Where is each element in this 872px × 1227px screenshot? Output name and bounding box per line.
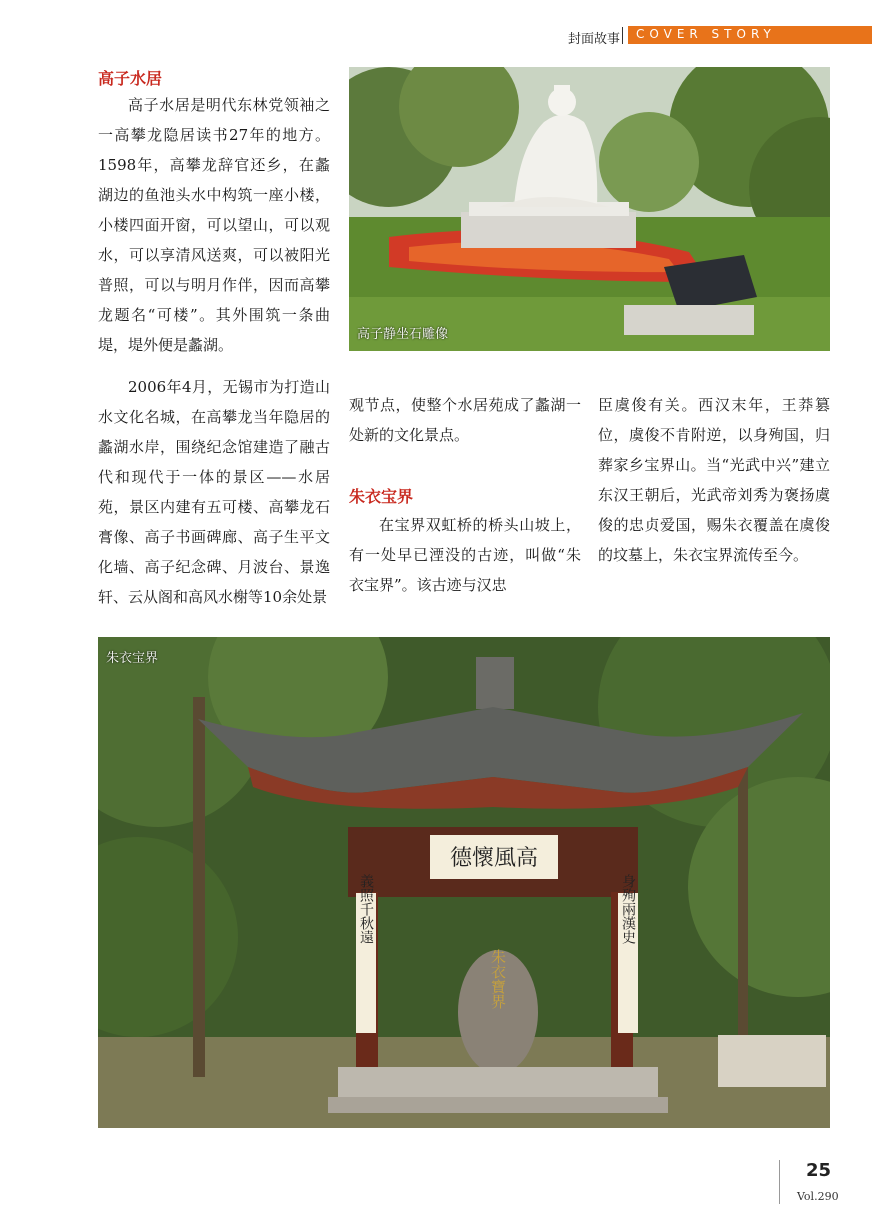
photo-pavilion <box>98 637 830 1128</box>
section-heading-gaozi: 高子水居 <box>98 69 163 88</box>
statue-illustration <box>349 67 830 351</box>
column-2-continued <box>349 510 581 612</box>
couplet-left: 義照千秋遠 <box>358 874 374 944</box>
section-heading-zhuyi: 朱衣宝界 <box>349 487 414 506</box>
photo-caption: 朱衣宝界 <box>106 651 159 666</box>
header-divider <box>622 27 623 44</box>
column-1 <box>98 90 330 624</box>
section-title: 封面故事 <box>568 32 621 47</box>
paragraph: 2006年4月，无锡市为打造山水文化名城，在高攀龙当年隐居的蠡湖水岸，围绕纪念馆建造了融古代和现代于一体的景区——水居苑，景区内建有五可楼、高攀龙石膏像、高子书画碑廊、高子生平文化墙、高子纪念碑、月波台、景逸轩、云从阁和高风水榭等10余处景 <box>98 378 330 606</box>
column-3 <box>598 390 830 582</box>
stone-inscription: 朱衣寶界 <box>489 949 507 1009</box>
page-number: 25 <box>806 1160 832 1181</box>
pavilion-illustration <box>98 637 830 1128</box>
footer-divider <box>779 1160 780 1204</box>
volume-number: Vol.290 <box>797 1190 839 1203</box>
couplet-right: 身殉兩漢史 <box>620 874 636 944</box>
photo-statue <box>349 67 830 351</box>
paragraph: 在宝界双虹桥的桥头山坡上，有一处早已湮没的古迹，叫做“朱衣宝界”。该古迹与汉忠 <box>349 516 581 594</box>
header-banner-label: COVER STORY <box>636 27 776 41</box>
paragraph: 观节点，使整个水居苑成了蠡湖一处新的文化景点。 <box>349 396 581 444</box>
column-2 <box>349 390 581 462</box>
pavilion-plaque: 德懷風高 <box>449 846 539 871</box>
paragraph: 高子水居是明代东林党领袖之一高攀龙隐居读书27年的地方。1598年，高攀龙辞官还乡，在蠡湖边的鱼池头水中构筑一座小楼，小楼四面开窗，可以望山，可以观水，可以享清风送爽，可以被阳光普照，可以与明月作伴，因而高攀龙题名“可楼”。其外围筑一条曲堤，堤外便是蠡湖。 <box>98 96 330 354</box>
header-banner <box>628 26 872 44</box>
paragraph: 臣虞俊有关。西汉末年，王莽篡位，虞俊不肯附逆，以身殉国，归葬家乡宝界山。当“光武中兴”建立东汉王朝后，光武帝刘秀为褒扬虞俊的忠贞爱国，赐朱衣覆盖在虞俊的坟墓上，朱衣宝界流传至今。 <box>598 396 830 564</box>
photo-caption: 高子静坐石雕像 <box>357 327 449 342</box>
